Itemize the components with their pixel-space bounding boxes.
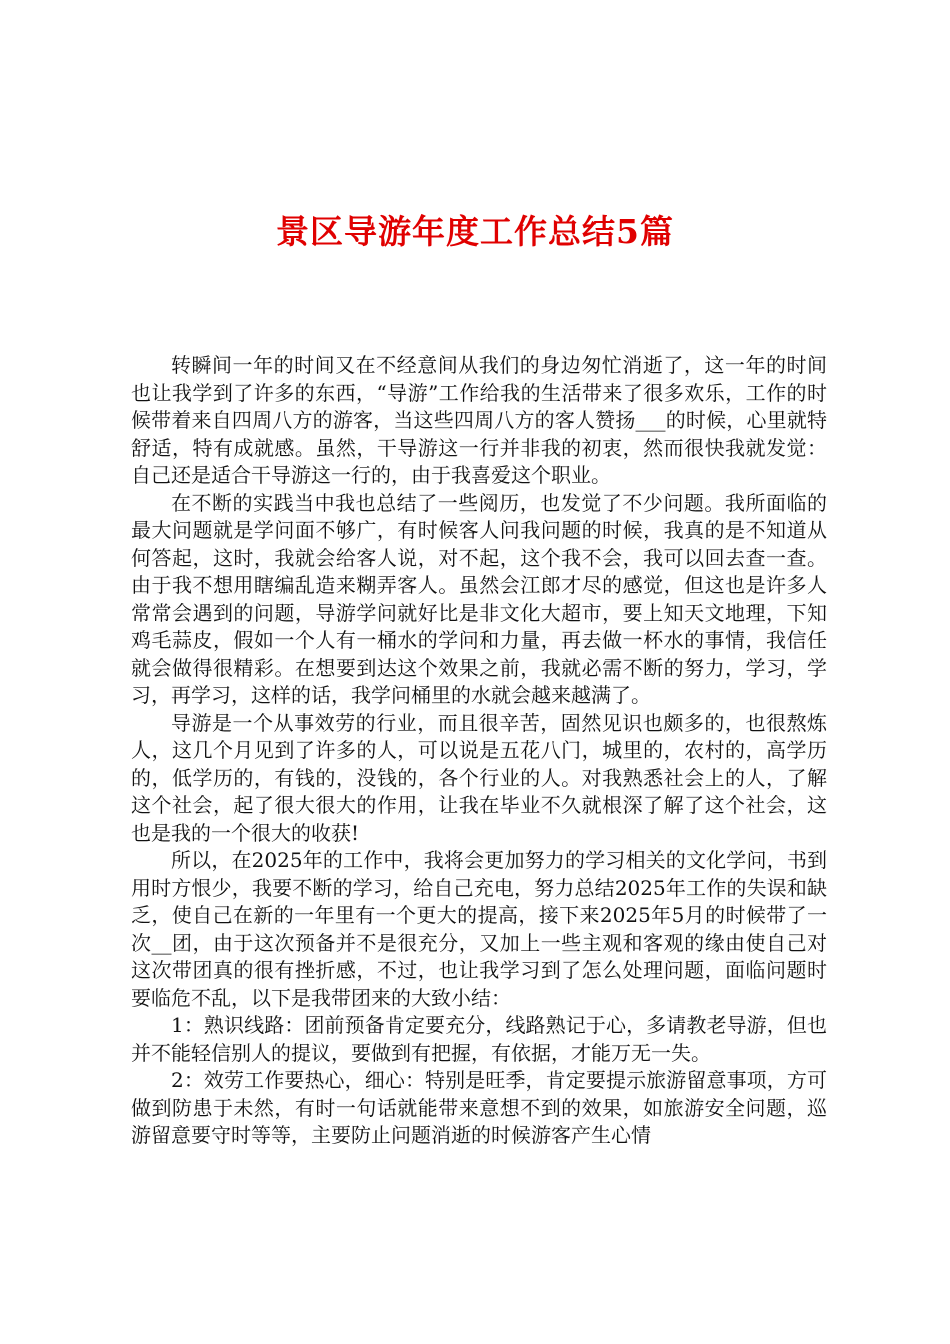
document-title: 景区导游年度工作总结5篇 [276,212,674,251]
paragraph-3: 导游是一个从事效劳的行业，而且很辛苦，固然见识也颇多的，也很熬炼人，这几个月见到了许多的人，可以说是五花八门，城里的，农村的，高学历的，低学历的，有钱的，没钱的，各个行业的人。对我熟悉社会上的人，了解这个社会，起了很大很大的作用，让我在毕业不久就根深了解了这个社会，这也是我的一个很大的收获! [131,710,827,845]
paragraph-4: 所以，在2025年的工作中，我将会更加努力的学习相关的文化学问，书到用时方恨少，我要不断的学习，给自己充电，努力总结2025年工作的失误和缺乏，使自己在新的一年里有一个更大的提高，接下来2025年5月的时候带了一次__团，由于这次预备并不是很充分，又加上一些主观和客观的缘由使自己对这次带团真的很有挫折感，不过，也让我学习到了怎么处理问题，面临问题时要临危不乱，以下是我带团来的大致小结： [131,848,827,1010]
paragraph-1: 转瞬间一年的时间又在不经意间从我们的身边匆忙消逝了，这一年的时间也让我学到了许多的东西，“导游”工作给我的生活带来了很多欢乐，工作的时候带着来自四周八方的游客，当这些四周八方的客人赞扬___的时候，心里就特舒适，特有成就感。虽然，干导游这一行并非我的初衷，然而很快我就发觉：自己还是适合干导游这一行的，由于我喜爱这个职业。 [131,353,827,487]
paragraph-5: 1：熟识线路：团前预备肯定要充分，线路熟记于心，多请教老导游，但也并不能轻信别人的提议，要做到有把握，有依据，才能万无一失。 [131,1013,827,1065]
paragraph-2: 在不断的实践当中我也总结了一些阅历，也发觉了不少问题。我所面临的最大问题就是学问面不够广，有时候客人问我问题的时候，我真的是不知道从何答起，这时，我就会给客人说，对不起，这个我不会，我可以回去查一查。由于我不想用瞎编乱造来糊弄客人。虽然会江郎才尽的感觉，但这也是许多人常常会遇到的问题，导游学问就好比是非文化大超市，要上知天文地理，下知鸡毛蒜皮，假如一个人有一桶水的学问和力量，再去做一杯水的事情，我信任就会做得很精彩。在想要到达这个效果之前，我就必需不断的努力，学习，学习，再学习，这样的话，我学问桶里的水就会越来越满了。 [131,490,827,707]
document-body [131,352,827,1150]
paragraph-6: 2：效劳工作要热心，细心：特别是旺季，肯定要提示旅游留意事项，方可做到防患于未然，有时一句话就能带来意想不到的效果，如旅游安全问题，巡游留意要守时等等，主要防止问题消逝的时候游客产生心情 [131,1068,827,1147]
